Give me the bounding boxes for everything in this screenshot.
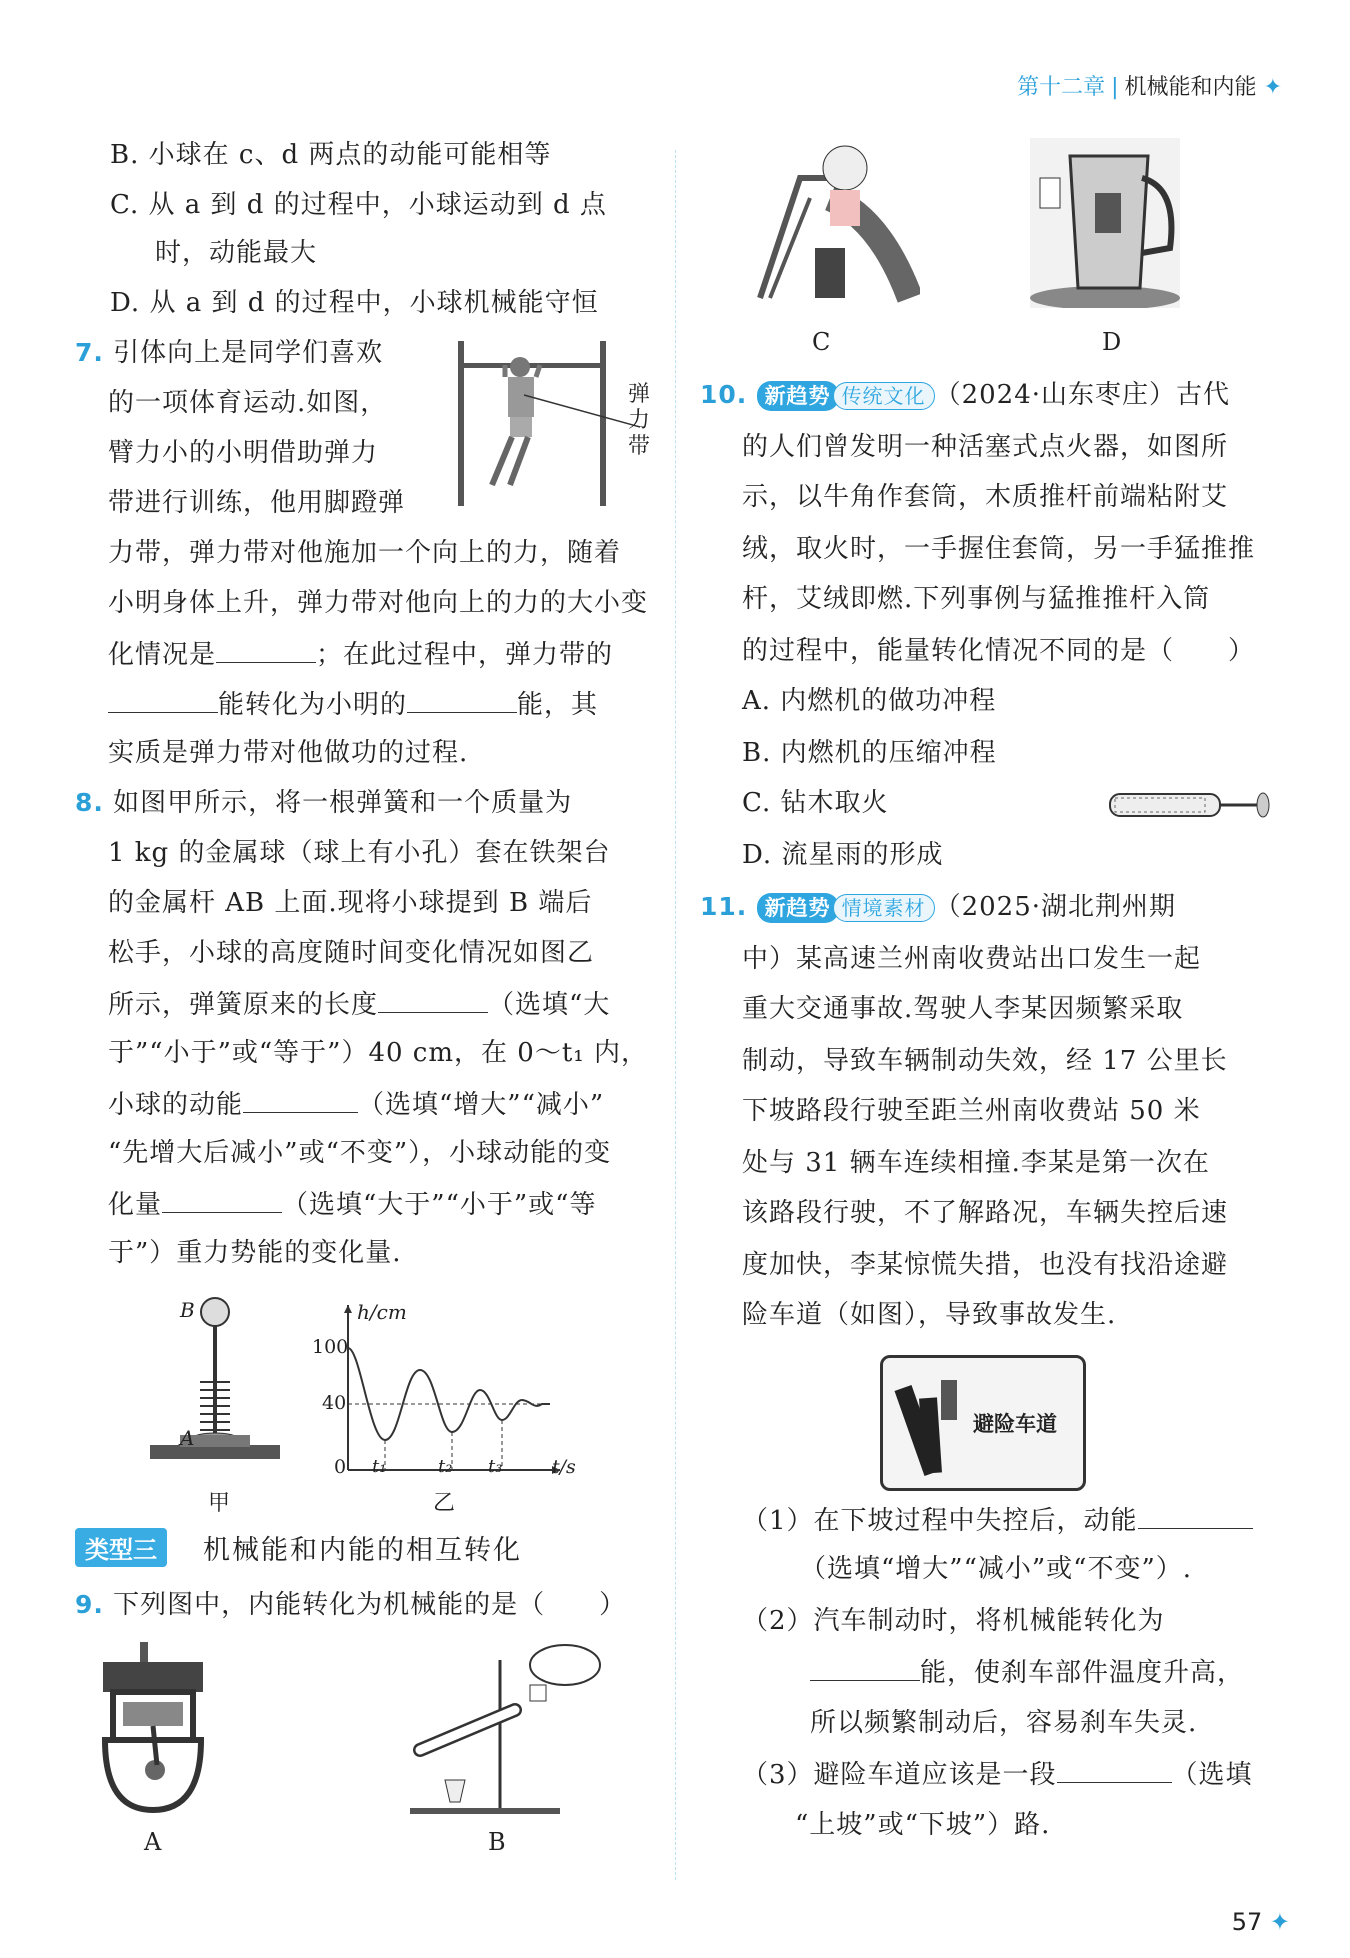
q6-option-b: B. 小球在 c、d 两点的动能可能相等 [110,140,552,170]
q10-line-5: 杆，艾绒即燃.下列事例与猛推推杆入筒 [742,584,1211,614]
q9-label-d: D [1102,328,1122,356]
q7-line-8: 能转化为小明的 能，其 [108,686,598,722]
q7-blank-2[interactable] [108,686,218,713]
kettle-figure [1030,138,1180,308]
q7-line-9: 实质是弹力带对他做功的过程. [108,738,469,768]
q10-option-d: D. 流星雨的形成 [742,840,944,870]
q11-part2-line1: （2）汽车制动时，将机械能转化为 [742,1606,1165,1636]
q11-tag: 新趋势 [757,893,839,923]
q11-line-8: 度加快，李某惊慌失措，也没有找沿途避 [742,1250,1229,1280]
q8-line-9: 化量 （选填“大于”“小于”或“等 [108,1186,596,1222]
escape-lane-sign [880,1355,1086,1491]
fire-piston-figure [1105,786,1275,826]
q10-number: 10. [700,380,748,409]
q11-blank-1[interactable] [1138,1502,1253,1529]
q11-part3-line1: （3）避险车道应该是一段 （选填 [742,1756,1253,1792]
page-number: 57 ✦ [1231,1908,1290,1936]
chapter-header: 第十二章 | 机械能和内能 ✦ [1017,75,1282,100]
graph-xlabel: t/s [552,1456,576,1478]
section-title: 机械能和内能的相互转化 [203,1535,522,1566]
q10-line-6: 的过程中，能量转化情况不同的是（ ） [742,636,1256,666]
band-label: 弹 力 带 [628,382,651,459]
q8-number: 8. [75,788,104,817]
q11-tag2: 情境素材 [833,894,935,922]
label-b: B [180,1298,195,1322]
q10-tag: 新趋势 [757,381,839,411]
q8-line-7: 小球的动能 （选填“增大”“减小” [108,1086,604,1122]
q9-line: 9. 下列图中，内能转化为机械能的是（ ） [75,1590,627,1620]
q8-line-8: “先增大后减小”或“不变”），小球动能的变 [108,1138,612,1168]
q10-tag2: 传统文化 [833,382,935,410]
star-icon-footer: ✦ [1269,1908,1290,1936]
chapter-number: 第十二章 [1017,75,1106,100]
q7-blank-3[interactable] [407,686,517,713]
q11-line-1: 11. 新趋势 情境素材 （2025·湖北荆州期 [700,892,1176,922]
q8-line-3: 的金属杆 AB 上面.现将小球提到 B 端后 [108,888,593,918]
sign-text: 避险车道 [973,1412,1057,1436]
q8-line-2: 1 kg 的金属球（球上有小孔）套在铁架台 [108,838,611,868]
q11-part2-line3: 所以频繁制动后，容易刹车失灵. [810,1708,1198,1738]
q11-blank-2[interactable] [810,1654,920,1681]
q10-option-a: A. 内燃机的做功冲程 [742,686,997,716]
q11-part1-line1: （1）在下坡过程中失控后，动能 [742,1502,1253,1538]
q7-line-4: 带进行训练，他用脚蹬弹 [108,488,406,518]
q11-number: 11. [700,892,748,921]
slide-figure [740,138,920,308]
q8-blank-2[interactable] [243,1086,358,1113]
q11-part3-line2: “上坡”或“下坡”）路. [795,1810,1051,1840]
q11-line-5: 下坡路段行驶至距兰州南收费站 50 米 [742,1096,1201,1126]
q8-line-1: 8. 如图甲所示，将一根弹簧和一个质量为 [75,788,573,818]
chapter-title: 机械能和内能 [1124,75,1257,100]
q11-line-4: 制动，导致车辆制动失效，经 17 公里长 [742,1046,1228,1076]
graph-ylabel: h/cm [357,1300,407,1324]
q8-line-4: 松手，小球的高度随时间变化情况如图乙 [108,938,595,968]
q11-part2-line2: 能，使刹车部件温度升高， [810,1654,1244,1690]
q7-line-2: 的一项体育运动.如图， [108,388,388,418]
q6-option-c: C. 从 a 到 d 的过程中，小球运动到 d 点 [110,190,607,220]
q10-line-1: 10. 新趋势 传统文化 （2024·山东枣庄）古代 [700,380,1230,410]
q7-line-6: 小明身体上升，弹力带对他向上的力的大小变 [108,588,649,618]
q11-line-2: 中）某高速兰州南收费站出口发生一起 [742,944,1202,974]
q10-option-c: C. 钻木取火 [742,788,889,818]
q7-number: 7. [75,338,104,367]
q6-option-d: D. 从 a 到 d 的过程中，小球机械能守恒 [110,288,599,318]
q11-blank-3[interactable] [1057,1756,1172,1783]
q7-blank-1[interactable] [216,636,316,663]
q11-line-3: 重大交通事故.驾驶人李某因频繁采取 [742,994,1184,1024]
graph-origin: 0 [334,1456,347,1478]
q9-label-a: A [144,1828,162,1856]
graph-t3: t₃ [488,1456,503,1477]
steam-test-tube-figure [405,1640,605,1820]
q10-line-2: 的人们曾发明一种活塞式点火器，如图所 [742,432,1229,462]
q8-line-10: 于”）重力势能的变化量. [108,1238,402,1268]
q8-line-5: 所示，弹簧原来的长度 （选填“大 [108,986,610,1022]
q11-line-7: 该路段行驶，不了解路况，车辆失控后速 [742,1198,1229,1228]
fig-yi-label: 乙 [433,1491,456,1516]
q8-line-6: 于”“小于”或“等于”）40 cm，在 0～t₁ 内， [108,1038,648,1068]
graph-y40: 40 [322,1392,347,1414]
column-divider [675,150,676,1880]
q7-line-3: 臂力小的小明借助弹力 [108,438,379,468]
engine-figure [95,1640,215,1820]
q7-line-5: 力带，弹力带对他施加一个向上的力，随着 [108,538,622,568]
graph-y100: 100 [312,1336,349,1358]
q9-label-b: B [488,1828,506,1856]
section-tag: 类型三 [75,1528,167,1567]
label-a: A [180,1426,195,1450]
q7-line-7: 化情况是 ；在此过程中，弹力带的 [108,636,613,672]
q10-line-4: 绒，取火时，一手握住套筒，另一手猛推推 [742,534,1256,564]
star-icon: ✦ [1263,75,1282,100]
spring-apparatus-figure [140,1290,300,1480]
graph-t2: t₂ [438,1456,453,1477]
section-type3 [75,1524,575,1568]
q8-blank-1[interactable] [378,986,488,1013]
q11-part1-line2: （选填“增大”“减小”或“不变”）. [800,1554,1193,1584]
q7-line-1: 7. 引体向上是同学们喜欢 [75,338,384,368]
q9-number: 9. [75,1590,104,1619]
q10-line-3: 示，以牛角作套筒，木质推杆前端粘附艾 [742,482,1229,512]
q11-line-6: 处与 31 辆车连续相撞.李某是第一次在 [742,1148,1210,1178]
q8-blank-3[interactable] [162,1186,282,1213]
graph-t1: t₁ [372,1456,387,1477]
fig-jia-label: 甲 [208,1491,231,1516]
q11-line-9: 险车道（如图），导致事故发生. [742,1300,1117,1330]
q9-label-c: C [812,328,831,356]
q10-option-b: B. 内燃机的压缩冲程 [742,738,997,768]
q6-option-c-cont: 时，动能最大 [155,238,318,268]
